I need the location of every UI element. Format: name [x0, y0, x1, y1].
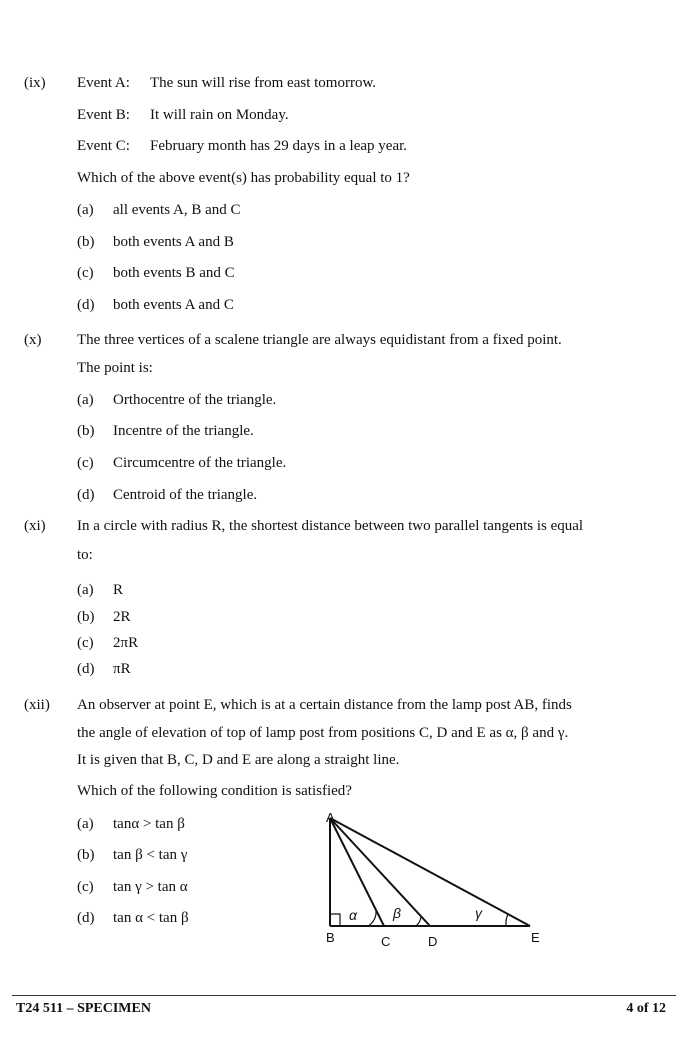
angle-gamma: γ: [475, 905, 482, 921]
q11-line2: to:: [77, 547, 93, 563]
q12-option-b-label: (b): [77, 847, 95, 863]
point-label-d: D: [428, 934, 438, 949]
q10-option-d-text: Centroid of the triangle.: [113, 487, 258, 503]
q10-line2: The point is:: [77, 360, 153, 376]
footer-code: T24 511 – SPECIMEN: [16, 1001, 151, 1016]
beta-arc: [416, 916, 421, 926]
q9-option-c-text: both events B and C: [113, 265, 235, 281]
q9-option-c-label: (c): [77, 265, 94, 281]
q12-option-a-label: (a): [77, 816, 94, 832]
q11-number: (xi): [24, 518, 46, 534]
q11-option-c-label: (c): [77, 635, 94, 651]
q10-option-b-label: (b): [77, 423, 95, 439]
q12-option-d-label: (d): [77, 910, 95, 926]
q10-option-c-text: Circumcentre of the triangle.: [113, 455, 287, 471]
q11-option-c-text: 2πR: [113, 635, 139, 651]
q10-option-a-label: (a): [77, 392, 94, 408]
q11-line1: In a circle with radius R, the shortest distance between two parallel tangents is equal: [77, 518, 584, 534]
alpha-arc: [368, 911, 376, 926]
q11-option-b-text: 2R: [113, 609, 131, 625]
q12-option-b-text: tan β < tan γ: [113, 847, 188, 863]
q9-option-a-text: all events A, B and C: [113, 202, 241, 218]
q12-question: Which of the following condition is satisfied?: [77, 783, 352, 799]
q10-option-a-text: Orthocentre of the triangle.: [113, 392, 277, 408]
q12-line2: the angle of elevation of top of lamp post from positions C, D and E as α, β and γ.: [77, 725, 569, 741]
q12-option-a-text: tanα > tan β: [113, 816, 185, 832]
q9-option-b-label: (b): [77, 234, 95, 250]
q9-question: Which of the above event(s) has probability equal to 1?: [77, 170, 410, 186]
q10-line1: The three vertices of a scalene triangle are always equidistant from a fixed point.: [77, 332, 562, 348]
q9-option-a-label: (a): [77, 202, 94, 218]
angle-alpha: α: [349, 907, 357, 923]
q9-option-b-text: both events A and B: [113, 234, 234, 250]
q10-option-d-label: (d): [77, 487, 95, 503]
point-label-b: B: [326, 930, 335, 945]
q12-line3: It is given that B, C, D and E are along a straight line.: [77, 752, 400, 768]
q10-option-c-label: (c): [77, 455, 94, 471]
q9-option-d-text: both events A and C: [113, 297, 234, 313]
q9-event-b-label: Event B:: [77, 107, 130, 123]
sight-line-ad: [330, 818, 430, 926]
q9-event-a-label: Event A:: [77, 75, 130, 91]
q9-event-b-text: It will rain on Monday.: [150, 107, 289, 123]
q12-number: (xii): [24, 697, 50, 713]
footer-divider: [12, 995, 676, 996]
q9-number: (ix): [24, 75, 46, 91]
q11-option-a-label: (a): [77, 582, 94, 598]
q11-option-d-label: (d): [77, 661, 95, 677]
q12-option-d-text: tan α < tan β: [113, 910, 189, 926]
q9-event-a-text: The sun will rise from east tomorrow.: [150, 75, 377, 91]
q9-event-c-text: February month has 29 days in a leap year.: [150, 138, 408, 154]
lamp-post-diagram: [315, 808, 555, 950]
point-label-a: A: [326, 810, 335, 825]
gamma-arc: [506, 914, 508, 926]
q11-option-b-label: (b): [77, 609, 95, 625]
sight-line-ae: [330, 818, 530, 926]
point-label-c: C: [381, 934, 391, 949]
q10-number: (x): [24, 332, 42, 348]
q11-option-d-text: πR: [113, 661, 131, 677]
q11-option-a-text: R: [113, 582, 124, 598]
q9-option-d-label: (d): [77, 297, 95, 313]
point-label-e: E: [531, 930, 540, 945]
right-angle-marker: [330, 914, 340, 926]
sight-line-ac: [330, 818, 384, 926]
angle-beta: β: [393, 905, 401, 921]
q9-event-c-label: Event C:: [77, 138, 130, 154]
q10-option-b-text: Incentre of the triangle.: [113, 423, 254, 439]
q12-line1: An observer at point E, which is at a certain distance from the lamp post AB, finds: [77, 697, 572, 713]
footer-page-number: 4 of 12: [626, 1001, 666, 1016]
q12-option-c-label: (c): [77, 879, 94, 895]
q12-option-c-text: tan γ > tan α: [113, 879, 188, 895]
